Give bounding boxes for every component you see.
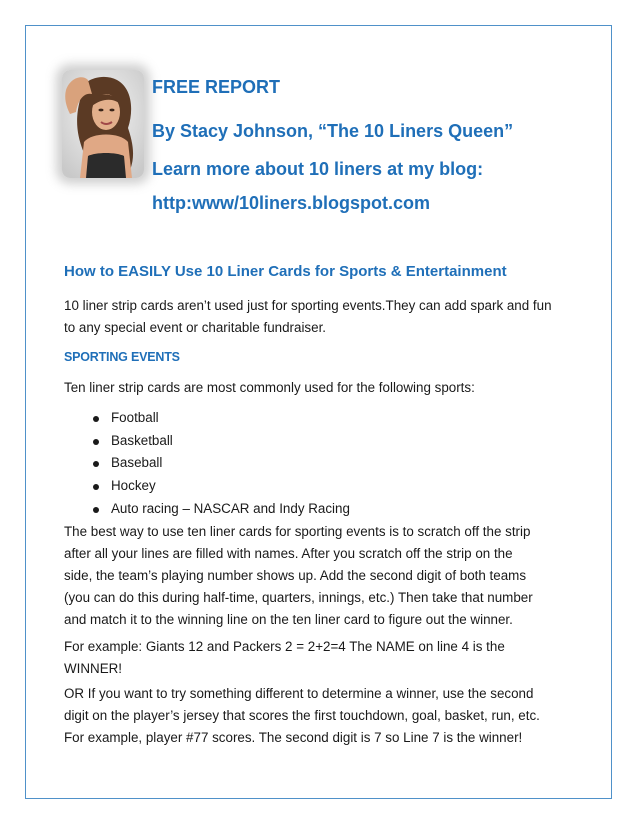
header-author: By Stacy Johnson, “The 10 Liners Queen” — [152, 121, 514, 141]
list-item: Basketball — [64, 430, 350, 453]
list-item: Hockey — [64, 475, 350, 498]
list-item: Football — [64, 407, 350, 430]
bullet-icon — [93, 439, 99, 445]
intro-line: 10 liner strip cards aren’t used just for sporting events.They can add spark and fun — [64, 298, 552, 313]
author-photo — [62, 70, 144, 178]
example-line: WINNER! — [64, 661, 123, 676]
lead-line: Ten liner strip cards are most commonly used for the following sports: — [64, 380, 475, 395]
bullet-icon — [93, 416, 99, 422]
section-title: How to EASILY Use 10 Liner Cards for Sports & Entertainment — [64, 263, 507, 280]
bullet-icon — [93, 507, 99, 513]
bullet-icon — [93, 461, 99, 467]
sports-list — [64, 407, 350, 521]
alternative-line: For example, player #77 scores. The second digit is 7 so Line 7 is the winner! — [64, 730, 523, 745]
method-line: after all your lines are filled with names. After you scratch off the strip on the — [64, 546, 513, 561]
method-paragraph — [64, 521, 574, 631]
example-paragraph — [64, 636, 574, 680]
list-item: Auto racing – NASCAR and Indy Racing — [64, 498, 350, 521]
method-line: side, the team’s playing number shows up. Add the second digit of both teams — [64, 568, 527, 583]
lead-paragraph — [64, 377, 574, 399]
method-line: The best way to use ten liner cards for sporting events is to scratch off the strip — [64, 524, 531, 539]
header-blog-text: Learn more about 10 liners at my blog: — [152, 159, 484, 179]
alternative-line: OR If you want to try something different to determine a winner, use the second — [64, 686, 534, 701]
bullet-icon — [93, 484, 99, 490]
example-line: For example: Giants 12 and Packers 2 = 2+2=4 The NAME on line 4 is the — [64, 639, 505, 654]
alternative-line: digit on the player’s jersey that scores the first touchdown, goal, basket, run, etc. — [64, 708, 540, 723]
list-item: Baseball — [64, 452, 350, 475]
method-line: and match it to the winning line on the ten liner card to figure out the winner. — [64, 612, 513, 627]
method-line: (you can do this during half-time, quarters, innings, etc.) Then take that number — [64, 590, 533, 605]
intro-paragraph — [64, 295, 574, 339]
alternative-paragraph — [64, 683, 574, 749]
header-free-report: FREE REPORT — [152, 77, 281, 97]
intro-line: to any special event or charitable fundraiser. — [64, 320, 327, 335]
sporting-events-heading: SPORTING EVENTS — [64, 350, 180, 364]
header-blog-url: http:www/10liners.blogspot.com — [152, 193, 431, 213]
